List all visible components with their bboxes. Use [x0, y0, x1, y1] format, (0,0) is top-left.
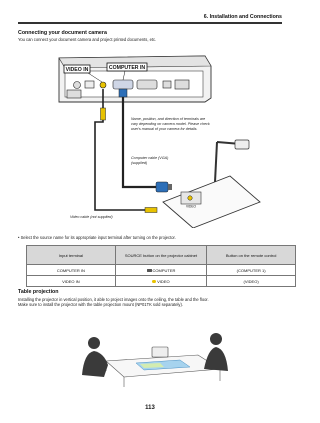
camera-terminal-note-line: Name, position, and direction of terminals are: [131, 117, 206, 121]
vga-plug-camera-icon: [156, 182, 168, 192]
table-header-remote-button: Button on the remote control: [207, 246, 296, 265]
source-select-bullet: • Select the source name for its appropriate input terminal after turning on the projector.: [18, 235, 176, 240]
video-cable: [95, 89, 147, 210]
table-cell-source: [115, 276, 206, 287]
lan-port-icon: [175, 80, 189, 89]
table-cell-source: [115, 265, 206, 276]
computer-cable-label-line: (supplied): [131, 160, 148, 165]
vga-ferrite-icon: [168, 184, 172, 190]
camera-head-icon: [235, 140, 249, 149]
table-projection-text: [18, 297, 282, 308]
table-cell-remote: (COMPUTER 1): [207, 265, 296, 276]
video-in-port-icon: [100, 82, 106, 88]
computer-cable-label-line: Computer cable (VGA): [131, 156, 169, 160]
computer-icon: [147, 269, 152, 272]
section-heading-table-projection: Table projection: [18, 289, 59, 295]
video-in-label: VIDEO IN: [65, 67, 89, 74]
vga-cable: [123, 89, 160, 187]
table-cell-terminal: VIDEO IN: [27, 276, 116, 287]
audio-port-icon: [74, 82, 81, 89]
section-header-title: 6. Installation and Connections: [203, 14, 282, 20]
camera-terminal-note-line: user's manual of your camera for details.: [131, 126, 198, 131]
table-header-source-button: SOURCE button on the projector cabinet: [115, 246, 206, 265]
video-plug-icon: [101, 108, 106, 120]
video-icon: [152, 280, 156, 284]
computer-in-label: COMPUTER IN: [108, 65, 146, 72]
monitor-out-port-icon: [137, 80, 157, 89]
section-heading-document-camera: Connecting your document camera: [18, 30, 107, 36]
section-intro-text: You can connect your document camera and project printed documents, etc.: [18, 37, 157, 42]
table-header-input-terminal: Input terminal: [27, 246, 116, 265]
table-cell-remote: (VIDEO): [207, 276, 296, 287]
computer-cable-label: [131, 156, 168, 166]
document-camera-base: [163, 176, 260, 228]
projector-vertical-icon: [152, 347, 168, 357]
camera-arm: [215, 142, 217, 182]
camera-video-port-icon: [188, 196, 192, 200]
table-row: [27, 265, 296, 276]
table-cell-source-label: COMPUTER: [152, 267, 176, 273]
table-projection-text-line: Installing the projector in vertical position, it able to project images onto the ceiling, the table and the floor.: [18, 297, 209, 302]
person-left-icon: [82, 337, 108, 377]
camera-terminal-note: [131, 117, 210, 131]
table-cell-source-label: VIDEO: [157, 278, 170, 284]
video-plug-camera-icon: [145, 208, 157, 213]
camera-video-port-label: VIDEO: [186, 204, 196, 209]
video-cable-label: Video cable (not supplied): [70, 215, 113, 219]
page-number: 113: [145, 405, 155, 411]
camera-terminal-note-line: vary depending on camera model. Please check: [131, 121, 210, 126]
header-divider: [18, 22, 282, 24]
power-inlet-icon: [67, 90, 81, 98]
table-header-row: [27, 246, 296, 265]
input-terminal-table: [26, 245, 296, 287]
person-right-icon: [204, 333, 228, 371]
table-projection-illustration: [80, 325, 230, 387]
document-camera-connection-diagram: [55, 52, 265, 228]
usb-port-icon: [163, 81, 171, 88]
table-row: [27, 276, 296, 287]
vga-plug-icon: [119, 89, 127, 97]
s-video-port-icon: [85, 81, 94, 88]
table-projection-text-line: Make sure to install the projector with the table projection mount (NP01TK sold separately).: [18, 302, 183, 308]
table-cell-terminal: COMPUTER IN: [27, 265, 116, 276]
computer-in-port-icon: [113, 80, 133, 89]
